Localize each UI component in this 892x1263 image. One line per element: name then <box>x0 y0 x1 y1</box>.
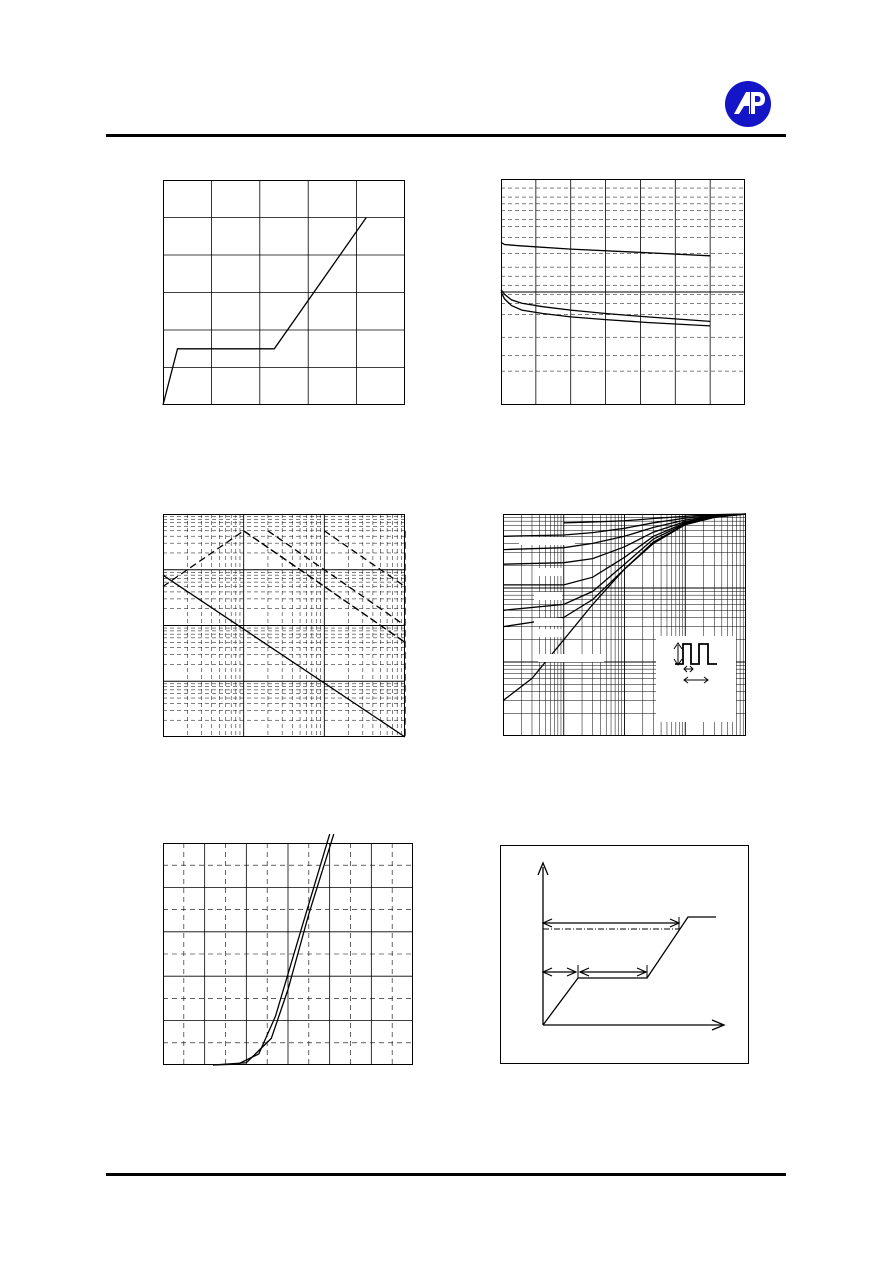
chart-3-series-4 <box>268 531 405 626</box>
chart-3-series-1 <box>163 575 405 737</box>
chart-2-plot <box>501 179 745 405</box>
label-mask <box>534 618 562 626</box>
label-mask <box>534 592 562 600</box>
chart-4 <box>503 514 746 736</box>
label-mask <box>538 654 604 662</box>
chart-4-plot <box>503 514 746 736</box>
chart-3 <box>163 514 405 737</box>
label-mask <box>534 568 562 576</box>
header-rule <box>106 134 786 137</box>
label-mask <box>519 537 575 545</box>
chart-5-series-1 <box>213 834 330 1065</box>
waveform-diagram <box>500 845 749 1064</box>
chart-1-series-1 <box>163 218 366 406</box>
ap-logo-icon <box>724 80 772 128</box>
chart-5-plot <box>163 843 413 1065</box>
label-mask <box>534 629 562 637</box>
chart-5-series-2 <box>213 834 334 1065</box>
chart-3-plot <box>163 514 405 737</box>
waveform-diagram-svg <box>500 845 749 1064</box>
pulse-inset <box>656 636 736 722</box>
chart-5 <box>163 843 413 1065</box>
gate-charge-waveform <box>543 917 716 1025</box>
footer-rule <box>106 1173 786 1176</box>
chart-1-plot <box>163 180 405 405</box>
chart-2 <box>501 179 745 405</box>
chart-1 <box>163 180 405 405</box>
